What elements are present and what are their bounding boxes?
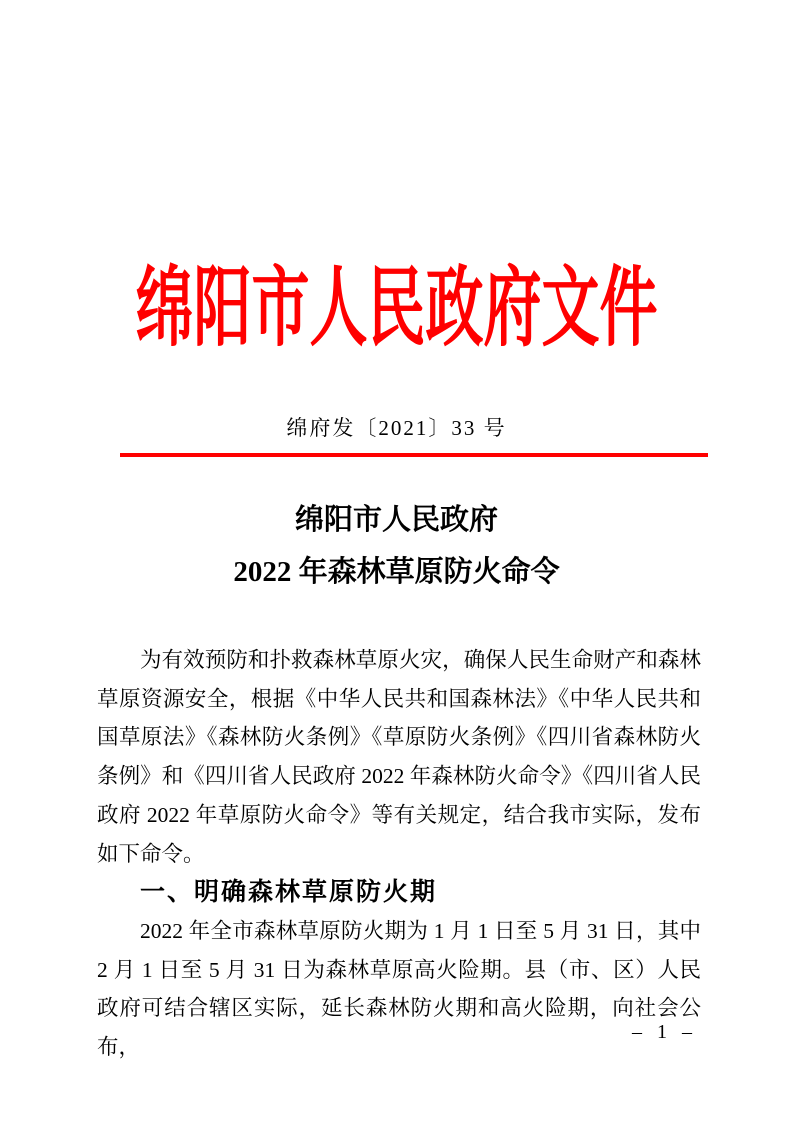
page-number: – 1 –: [632, 1021, 697, 1043]
doc-body: [97, 641, 701, 1067]
agency-banner-title: 绵阳市人民政府文件: [135, 259, 658, 357]
body-paragraph-2: 2022 年全市森林草原防火期为 1 月 1 日至 5 月 31 日，其中 2 月 1 日至 5 月 31 日为森林草原高火险期。县（市、区）人民政府可结合辖区实际，延长森林防火期和高火险期，向社会公布，: [97, 918, 701, 1060]
doc-title-line1: 绵阳市人民政府: [294, 504, 498, 536]
doc-reference-number: 绵府发〔2021〕33 号: [286, 416, 507, 440]
body-paragraph-1: 为有效预防和扑救森林草原火灾，确保人民生命财产和森林草原资源安全，根据《中华人民共和国森林法》《中华人民共和国草原法》《森林防火条例》《草原防火条例》《四川省森林防火条例》和《四川省人民政府 2022 年森林防火命令》《四川省人民政府 2022 年草原防火命令》等有关规定，结合我市实际，发布如下命令。: [97, 648, 701, 866]
red-divider-rule: [120, 453, 708, 457]
section-1-heading: 一、明确森林草原防火期: [140, 878, 438, 907]
doc-title: [0, 494, 793, 598]
doc-title-line2: 2022 年森林草原防火命令: [233, 556, 560, 588]
